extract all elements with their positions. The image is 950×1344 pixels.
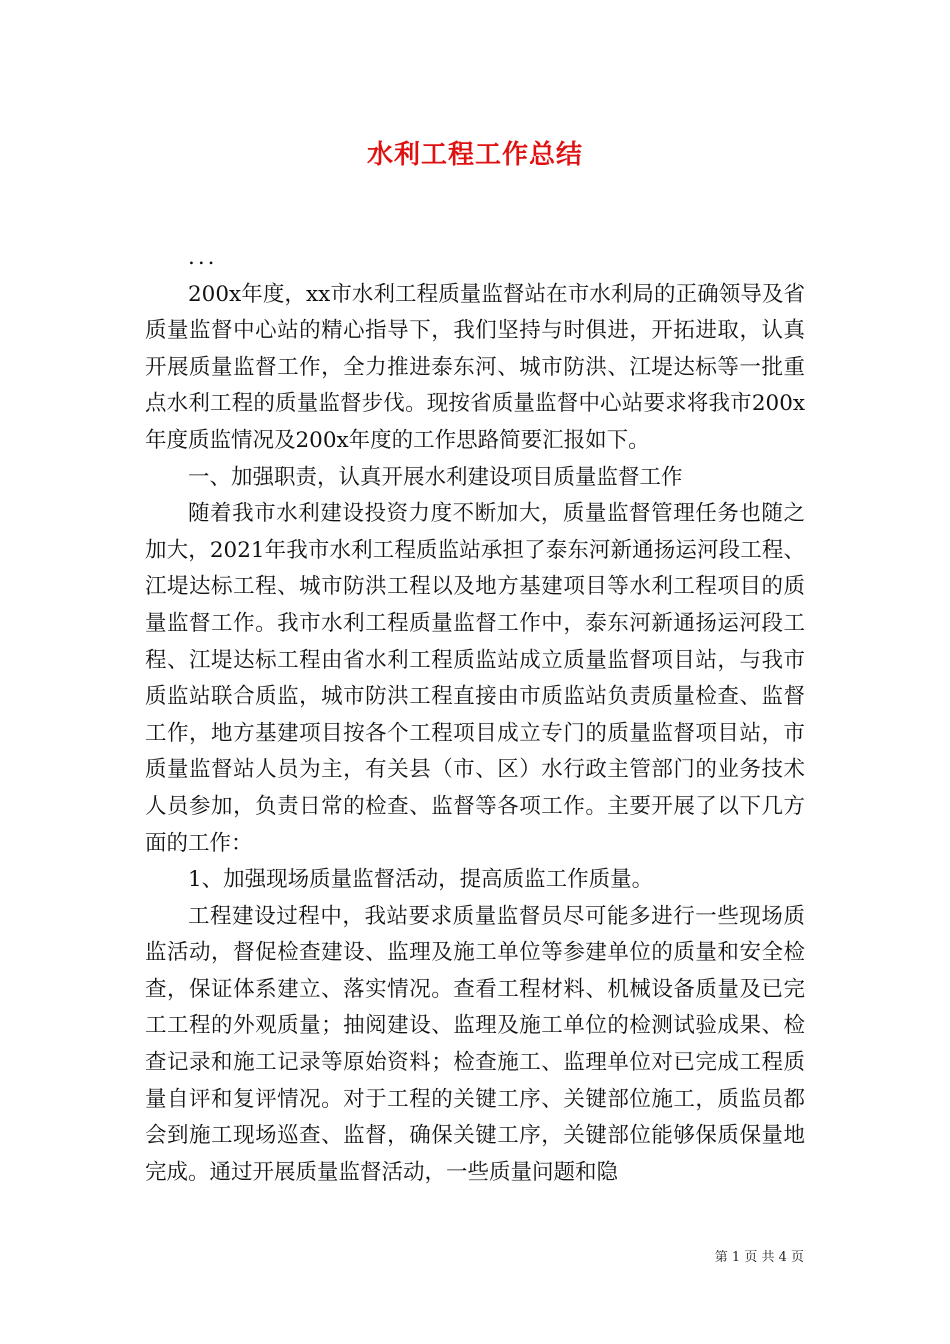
subsection-heading: 1、加强现场质量监督活动，提高质监工作质量。 (188, 867, 654, 893)
section-heading: 一、加强职责，认真开展水利建设项目质量监督工作 (188, 464, 683, 490)
paragraph-overview: 随着我市水利建设投资力度不断加大，质量监督管理任务也随之加大，2021年我市水利工程质监站承担了泰东河新通扬运河段工程、江堤达标工程、城市防洪工程以及地方基建项目等水利工程项目的质量监督工作。我市水利工程质量监督工作中，泰东河新通扬运河段工程、江堤达标工程由省水利工程质监站成立质量监督项目站，与我市质监站联合质监，城市防洪工程直接由市质监站负责质量检查、监督工作，地方基建项目按各个工程项目成立专门的质量监督项目站，市质量监督站人员为主，有关县（市、区）水行政主管部门的业务技术人员参加，负责日常的检查、监督等各项工作。主要开展了以下几方面的工作： (145, 501, 805, 856)
page-number: 第 1 页 共 4 页 (714, 1250, 804, 1265)
document-body (145, 240, 805, 1191)
document-title: 水利工程工作总结 (366, 140, 583, 170)
paragraph-onsite-supervision: 工程建设过程中，我站要求质量监督员尽可能多进行一些现场质监活动，督促检查建设、监理及施工单位等参建单位的质量和安全检查，保证体系建立、落实情况。查看工程材料、机械设备质量及已完工工程的外观质量；抽阅建设、监理及施工单位的检测试验成果、检查记录和施工记录等原始资料；检查施工、监理单位对已完成工程质量自评和复评情况。对于工程的关键工序、关键部位施工，质监员都会到施工现场巡查、监督，确保关键工序，关键部位能够保质保量地完成。通过开展质量监督活动，一些质量问题和隐 (145, 903, 805, 1185)
paragraph-intro: 200x年度，xx市水利工程质量监督站在市水利局的正确领导及省质量监督中心站的精心指导下，我们坚持与时俱进，开拓进取，认真开展质量监督工作，全力推进泰东河、城市防洪、江堤达标等一批重点水利工程的质量监督步伐。现按省质量监督中心站要求将我市200x年度质监情况及200x年度的工作思路简要汇报如下。 (145, 281, 805, 453)
paragraph-ellipsis: ... (188, 245, 218, 270)
